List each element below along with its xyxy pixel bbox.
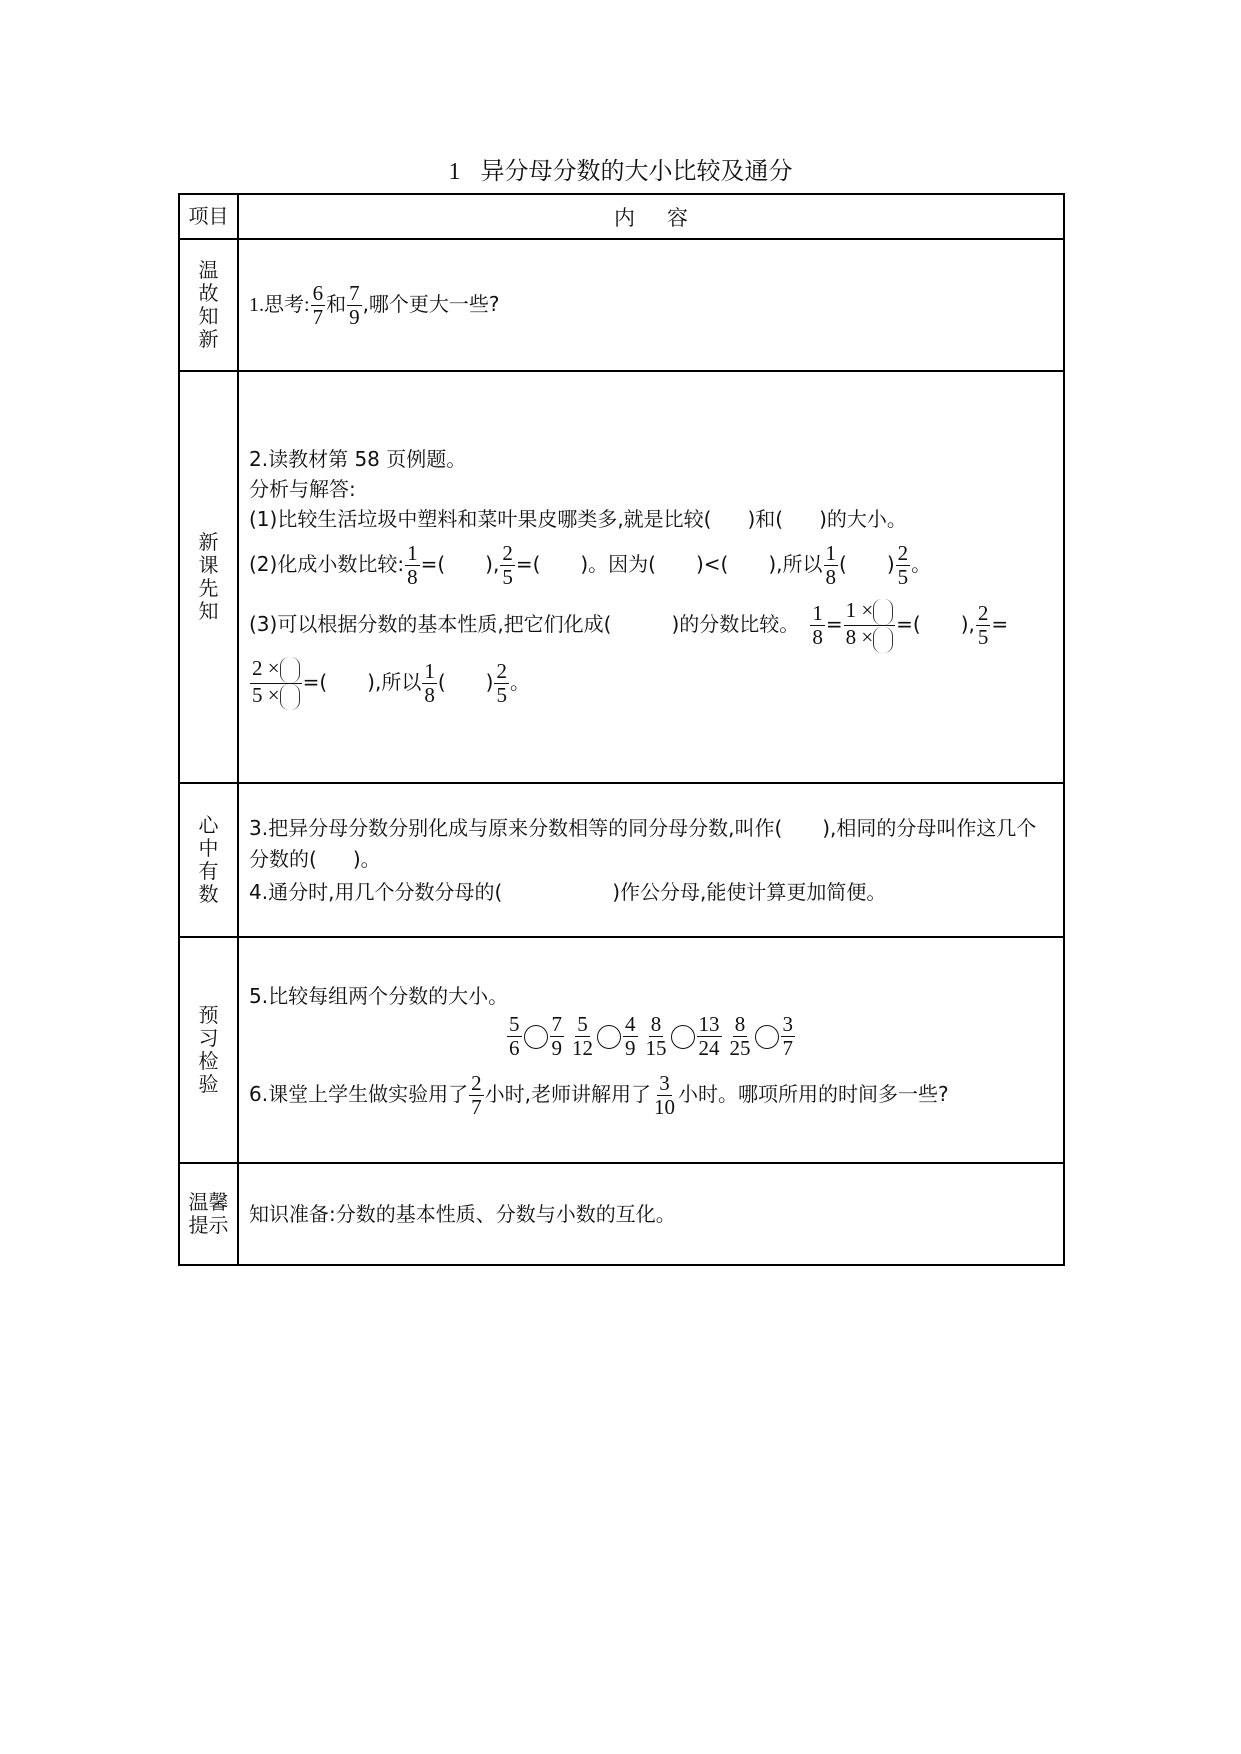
label-char: 新 [198, 530, 219, 554]
title-number: 1 [448, 159, 461, 185]
fraction: $\frac{3}{7}$ [782, 1012, 793, 1060]
label-char: 验 [198, 1072, 219, 1096]
row-review [179, 239, 1064, 371]
header-row [179, 194, 1064, 239]
label-line: 温馨 [188, 1190, 229, 1214]
label-char: 预 [198, 1003, 219, 1027]
comparison-pair [643, 1012, 723, 1060]
question-5: 5.比较每组两个分数的大小。 [249, 984, 509, 1008]
row-content-key-points [238, 783, 1064, 937]
label-char: 检 [198, 1049, 219, 1073]
part-3: (3)可以根据分数的基本性质,把它们化成( )的分数比较。 $\frac{1}{8}$ = $\frac{1 \times}{8 \times}$ =( ), $\frac{2}{5}$ = [249, 599, 1053, 652]
label-line: 提示 [188, 1213, 229, 1237]
label-char: 有 [198, 859, 219, 883]
row-content-new-lesson [238, 371, 1064, 783]
fraction: $\frac{5}{12}$ [572, 1012, 593, 1060]
question-3: 3.把异分母分数分别化成与原来分数相等的同分母分数,叫作( ),相同的分母叫作这几个分数的( )。 [249, 815, 1037, 871]
question-6: 6.课堂上学生做实验用了 $\frac{2}{7}$ 小时,老师讲解用了 $\frac{3}{10}$ 小时。哪项所用的时间多一些? [249, 1071, 949, 1119]
question-2-title: 2.读教材第 58 页例题。 [249, 447, 467, 472]
comparison-pair [506, 1012, 565, 1060]
blank-parenthesis [280, 657, 300, 683]
label-char: 先 [198, 576, 219, 600]
header-item: 项目 [179, 194, 238, 239]
row-tips [179, 1163, 1064, 1265]
blank-parenthesis [873, 627, 893, 653]
row-label-preview-check [179, 937, 238, 1163]
analysis-label: 分析与解答: [249, 477, 356, 502]
compare-circle[interactable] [524, 1025, 548, 1049]
part-3-cont: $\frac{2 \times}{5 \times}$ =( ),所以 $\frac{1}{8}$ ( ) $\frac{2}{5}$ 。 [249, 657, 1053, 710]
fraction: $\frac{7}{9}$ [349, 280, 360, 329]
label-char: 知 [198, 304, 219, 328]
fraction: $\frac{8}{25}$ [729, 1012, 751, 1060]
title-text: 异分母分数的大小比较及通分 [480, 157, 793, 185]
question-1: 1.思考: $\frac{6}{7}$ 和 $\frac{7}{9}$ ,哪个更大一些? [249, 280, 500, 329]
part-1: (1)比较生活垃圾中塑料和菜叶果皮哪类多,就是比较( )和( )的大小。 [249, 507, 907, 532]
label-char: 新 [198, 327, 219, 351]
label-char: 课 [198, 553, 219, 577]
row-new-lesson [179, 371, 1064, 783]
fraction: $\frac{7}{9}$ [551, 1012, 562, 1060]
compare-circle[interactable] [597, 1025, 621, 1049]
fraction: $\frac{6}{7}$ [312, 280, 324, 329]
row-key-points [179, 783, 1064, 937]
fraction: $\frac{8}{15}$ [645, 1012, 667, 1060]
blank-parenthesis [873, 599, 893, 625]
label-char: 知 [198, 599, 219, 623]
header-content: 内容 [238, 194, 1064, 239]
row-content-tips: 知识准备:分数的基本性质、分数与小数的互化。 [238, 1163, 1064, 1265]
row-label-tips [179, 1163, 238, 1265]
fraction: $\frac{4}{9}$ [625, 1012, 636, 1060]
compare-circle[interactable] [755, 1025, 779, 1049]
label-char: 故 [198, 281, 219, 305]
fraction: $\frac{13}{24}$ [698, 1012, 720, 1060]
page-title [0, 154, 1241, 189]
comparison-pair [727, 1012, 797, 1060]
label-char: 数 [198, 882, 219, 906]
row-content-preview-check [238, 937, 1064, 1163]
comparison-pair [569, 1012, 639, 1060]
row-label-review [179, 239, 238, 371]
row-label-key-points [179, 783, 238, 937]
row-preview-check [179, 937, 1064, 1163]
row-content-review [238, 239, 1064, 371]
question-4: 4.通分时,用几个分数分母的( )作公分母,能使计算更加简便。 [249, 879, 887, 904]
comparison-groups [249, 1013, 1053, 1060]
label-char: 习 [198, 1026, 219, 1050]
label-char: 温 [198, 258, 219, 282]
label-char: 中 [198, 836, 219, 860]
row-label-new-lesson [179, 371, 238, 783]
label-char: 心 [198, 813, 219, 837]
part-2: (2)化成小数比较: $\frac{1}{8}$ =( ), $\frac{2}{5}$ =( )。因为( )<( ),所以 $\frac{1}{8}$ ( ) $\frac{2}{5}$ 。 [249, 541, 932, 590]
blank-parenthesis [280, 684, 300, 710]
study-table [178, 193, 1065, 1266]
compare-circle[interactable] [671, 1025, 695, 1049]
fraction: $\frac{5}{6}$ [509, 1012, 520, 1060]
